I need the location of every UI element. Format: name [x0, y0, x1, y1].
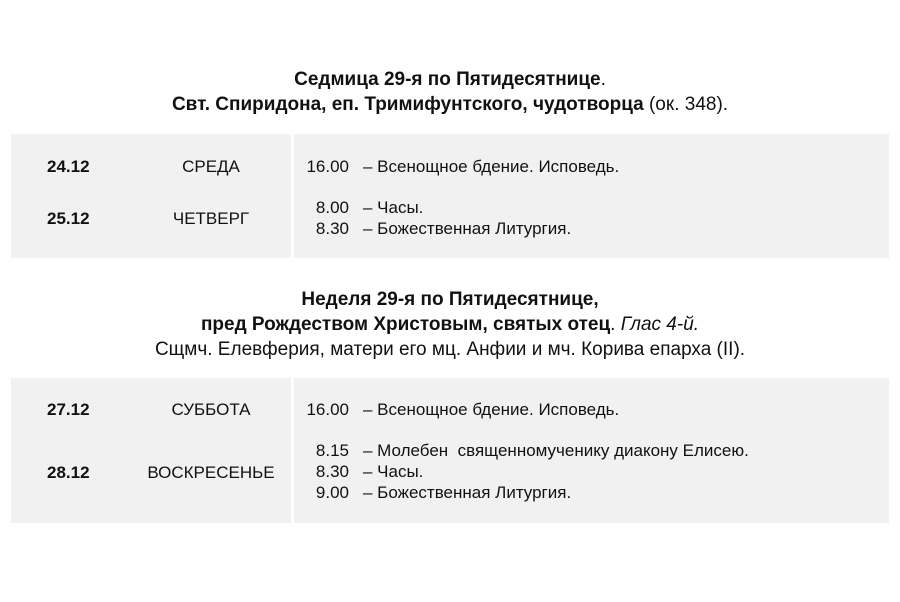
- section2-title-line1: Неделя 29-я по Пятидесятнице,: [301, 289, 599, 310]
- service-item: – Всенощное бдение. Исповедь.: [363, 157, 620, 176]
- day-cell: СРЕДА: [182, 157, 240, 176]
- section2-title-line3: Сщмч. Елевферия, матери его мц. Анфии и мч. Корива епарха (II).: [154, 339, 746, 360]
- time-cell: [301, 197, 349, 239]
- date-cell: 28.12: [47, 463, 90, 482]
- day-cell: СУББОТА: [171, 400, 251, 419]
- time-value: 16.00: [306, 157, 349, 176]
- service-item: – Всенощное бдение. Исповедь.: [363, 400, 620, 419]
- section2-heading: [0, 287, 900, 362]
- service-item: – Божественная Литургия.: [363, 219, 572, 238]
- day-cell: ВОСКРЕСЕНЬЕ: [147, 463, 275, 482]
- section1-title-line1: Седмица 29-я по Пятидесятнице.: [294, 69, 606, 90]
- service-cell: [363, 399, 619, 420]
- time-cell: [301, 399, 349, 420]
- section2-schedule: [11, 378, 889, 523]
- service-item: – Божественная Литургия.: [363, 483, 572, 502]
- time-value: 8.30: [315, 462, 349, 481]
- service-cell: [363, 197, 571, 239]
- time-value: 8.30: [315, 219, 349, 238]
- time-value: 16.00: [306, 400, 349, 419]
- service-cell: [363, 156, 619, 177]
- service-cell: [363, 440, 749, 503]
- time-cell: [301, 156, 349, 177]
- day-cell: ЧЕТВЕРГ: [172, 209, 250, 228]
- date-cell: 27.12: [47, 400, 90, 419]
- service-item: – Часы.: [363, 198, 424, 217]
- time-cell: [301, 440, 349, 503]
- time-value: 9.00: [315, 483, 349, 502]
- section1-schedule: [11, 134, 889, 258]
- date-cell: 24.12: [47, 157, 90, 176]
- section1-title-line2: Свт. Спиридона, еп. Тримифунтского, чудотворца (ок. 348).: [171, 94, 729, 115]
- time-value: 8.00: [315, 198, 349, 217]
- time-value: 8.15: [315, 441, 349, 460]
- section2-title-line2: пред Рождеством Христовым, святых отец. Глас 4-й.: [200, 314, 700, 335]
- column-separator: [291, 134, 294, 258]
- date-cell: 25.12: [47, 209, 90, 228]
- section1-heading: [0, 67, 900, 117]
- service-item: – Часы.: [363, 462, 424, 481]
- service-item: – Молебен священномученику диакону Елисею.: [363, 441, 749, 460]
